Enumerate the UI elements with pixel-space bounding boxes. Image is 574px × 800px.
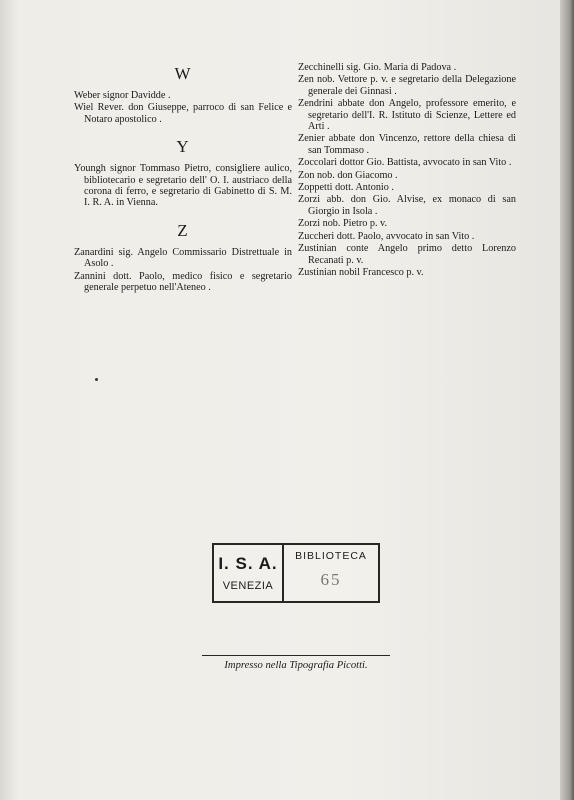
list-item: Zustinian nobil Francesco p. v. [298,266,424,278]
stamp-shelf-number: 65 [320,570,342,589]
list-item: Zenier abbate don Vincenzo, rettore della chiesa di san Tommaso . [298,133,516,156]
stamp-isa-text: I. S. A. [218,554,278,573]
list-item: Zoppetti dott. Antonio . [298,182,394,194]
book-spine-edge [560,0,574,800]
list-item: Zon nob. don Giacomo . [298,169,398,181]
list-item: Zuccheri dott. Paolo, avvocato in san Vito . [298,230,475,242]
list-item: Zustinian conte Angelo primo detto Lorenzo Recanati p. v. [298,243,516,266]
stamp-city-text: VENEZIA [222,580,274,592]
list-item: Zannini dott. Paolo, medico fisico e segretario generale perpetuo nell'Ateneo . [74,270,292,294]
list-item: Zanardini sig. Angelo Commissario Distrettuale in Asolo . [74,246,292,270]
stamp-institution [214,545,284,601]
list-item: Zendrini abbate don Angelo, professore emerito, e segretario dell'I. R. Istituto di Scienze, Lettere ed Arti . [298,98,516,133]
section-letter-w: W [174,64,192,83]
footer-rule [202,655,390,656]
printer-imprint: Impresso nella Tipografia Picotti. [224,660,368,671]
list-item: Zoccolari dottor Gio. Battista, avvocato in san Vito . [298,157,512,169]
list-item: Wiel Rever. don Giuseppe, parroco di san Felice e Notaro apostolico . [74,102,292,125]
section-letter-z: Z [177,220,189,240]
stamp-library [284,545,378,601]
stamp-library-text: BIBLIOTECA [295,550,367,562]
right-column [298,62,516,279]
list-item: Zorzi nob. Pietro p. v. [298,218,388,230]
left-column [74,62,292,294]
ink-dot [95,378,98,381]
list-item: Zorzi abb. don Gio. Alvise, ex monaco di san Giorgio in Isola . [298,194,516,217]
list-item: Zecchinelli sig. Gio. Maria di Padova . [298,62,457,73]
list-item: Youngh signor Tommaso Pietro, consigliere aulico, bibliotecario e segretario dell' O. I. austriaco della corona di ferro, e segretario di Gabinetto di S. M. I. R. A. in Vienna. [74,163,292,209]
library-stamp [212,543,380,603]
list-item: Zen nob. Vettore p. v. e segretario della Delegazione generale dei Ginnasi . [298,74,516,97]
list-item: Weber signor Davidde . [74,90,171,101]
section-letter-y: Y [176,137,190,157]
